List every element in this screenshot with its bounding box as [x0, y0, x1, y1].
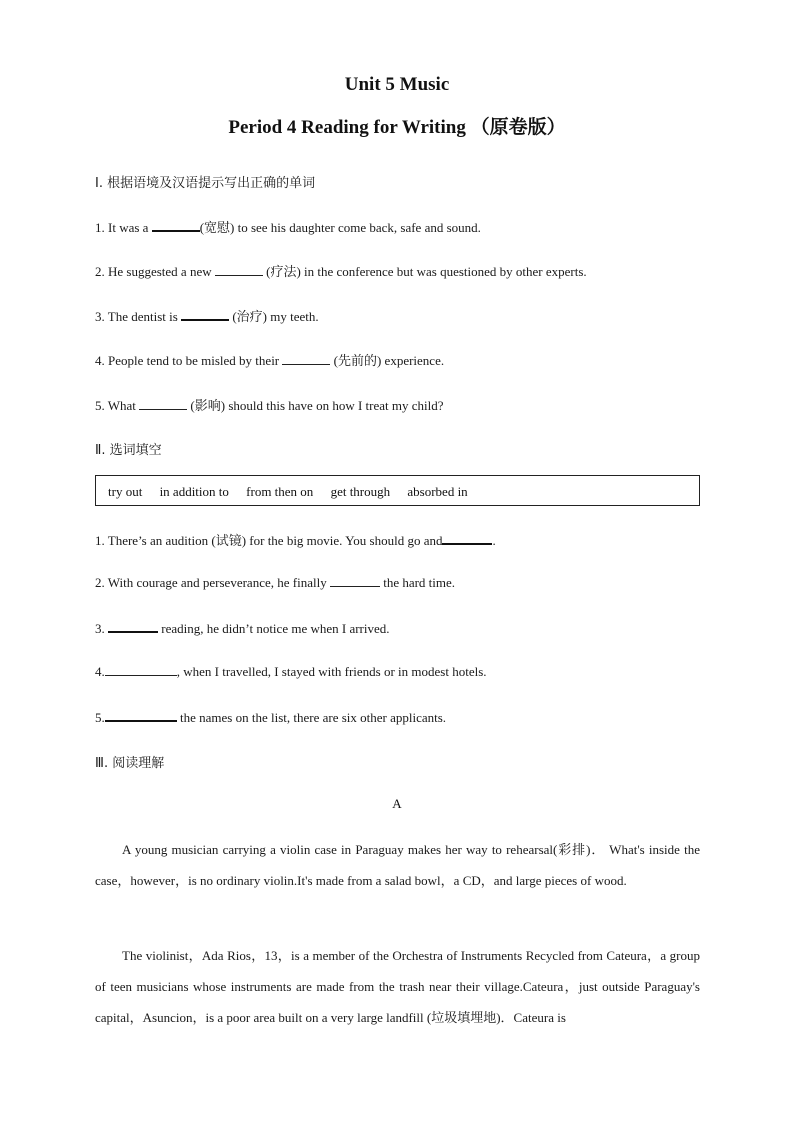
passage-paragraph-1: A young musician carrying a violin case in Paraguay makes her way to rehearsal(彩排)． What's inside the case，however，is no ordinary violin.It's made from a salad bowl，a CD，and large pieces of wood. — [95, 842, 700, 888]
answer-blank[interactable] — [330, 574, 380, 587]
section1-item-5: 5. What (影响) should this have on how I treat my child? — [95, 398, 444, 413]
section1-item-3: 3. The dentist is (治疗) my teeth. — [95, 309, 319, 324]
word-bank — [108, 484, 482, 500]
section1-heading: Ⅰ. 根据语境及汉语提示写出正确的单词 — [95, 176, 316, 191]
answer-blank[interactable] — [105, 708, 177, 722]
section2-item-4: 4. , when I travelled, I stayed with friends or in modest hotels. — [95, 664, 487, 679]
answer-blank[interactable] — [282, 352, 330, 365]
answer-blank[interactable] — [181, 307, 229, 321]
section3-heading: Ⅲ. 阅读理解 — [95, 756, 165, 771]
word-bank-item: try out — [108, 484, 143, 499]
section2-item-5: 5. the names on the list, there are six other applicants. — [95, 710, 447, 725]
section1-item-1: 1. It was a (宽慰) to see his daughter come back, safe and sound. — [95, 220, 481, 235]
period-title: Period 4 Reading for Writing （原卷版） — [228, 117, 566, 138]
section2-heading: Ⅱ. 选词填空 — [95, 443, 162, 458]
passage-label: A — [392, 796, 402, 811]
word-bank-item: in addition to — [159, 484, 229, 499]
answer-blank[interactable] — [108, 619, 158, 633]
answer-blank[interactable] — [152, 218, 200, 232]
word-bank-box — [95, 475, 700, 506]
section1-item-2: 2. He suggested a new (疗法) in the conference but was questioned by other experts. — [95, 264, 587, 279]
passage-paragraph-2: The violinist，Ada Rios，13，is a member of the Orchestra of Instruments Recycled from Cateura，a group of teen musicians whose instruments are made from the trash near their village.Cateura，just outside Paraguay's capital，Asuncion，is a poor area built on a very large landfill (垃圾填埋地)．Cateura is — [95, 948, 700, 1025]
section2-item-1: 1. There’s an audition (试镜) for the big movie. You should go and . — [95, 533, 496, 548]
section2-item-3: 3. reading, he didn’t notice me when I arrived. — [95, 621, 390, 636]
answer-blank[interactable] — [215, 263, 263, 276]
word-bank-item: get through — [330, 484, 391, 499]
unit-title: Unit 5 Music — [344, 74, 450, 95]
section2-item-2: 2. With courage and perseverance, he finally the hard time. — [95, 575, 456, 590]
word-bank-item: from then on — [246, 484, 314, 499]
answer-blank[interactable] — [105, 663, 177, 676]
section1-item-4: 4. People tend to be misled by their (先前的) experience. — [95, 353, 445, 368]
answer-blank[interactable] — [442, 531, 492, 545]
answer-blank[interactable] — [139, 397, 187, 410]
word-bank-item: absorbed in — [407, 484, 468, 499]
